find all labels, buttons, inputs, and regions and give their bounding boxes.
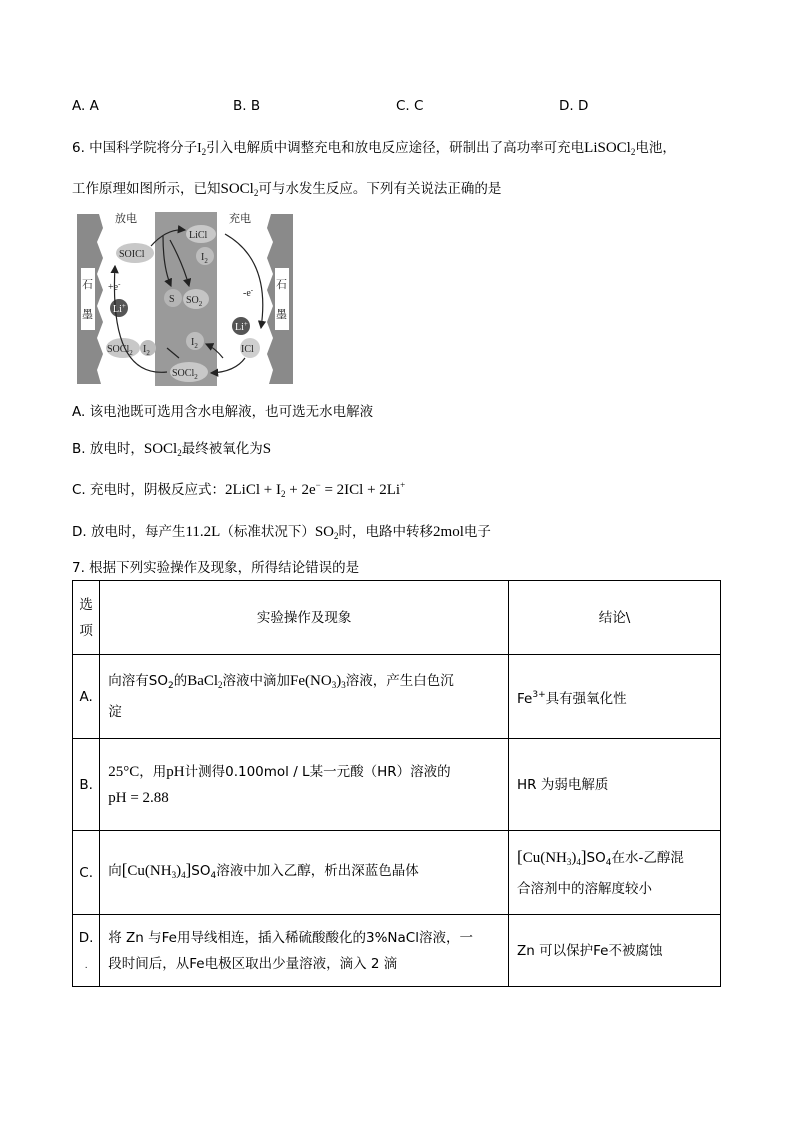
table-row [73,739,721,831]
q6-optd-volume: 11.2L [185,524,221,540]
header-conclusion: 结论\ [509,581,721,655]
row-d-conclusion: Zn 可以保护Fe不被腐蚀 [509,915,721,987]
q6-i2: $I_2$ [197,140,207,157]
label-socl2-left: SOCl$_2$ [107,344,133,357]
q6-lisocl2: LiSOCl$_2$ [584,140,636,157]
q6-stem-text: 6. 中国科学院将分子 [72,140,198,156]
label-graphite-right-2: 墨 [276,309,287,321]
q5-option-a: A. A [72,98,99,114]
row-a-operation: 向溶有$SO_2$的BaCl$_2$溶液中滴加$Fe(NO_3)_3$溶液，产生白色沉 淀 [100,655,509,739]
q6-option-a: A. 该电池既可选用含水电解液，也可选无水电解液 [72,404,374,420]
q6-stem-text-3: 电池， [635,140,676,156]
label-socl2-bottom: SOCl$_2$ [172,368,198,381]
q6-optd-mol: 2mol [433,524,464,540]
row-b-label: B. [73,739,100,831]
label-plus-e: +e- [108,280,121,293]
row-d-label: D. . [73,915,100,987]
row-a-label: A. [73,655,100,739]
q6-optb-socl2: SOCl$_2$ [143,441,182,458]
label-i2-left: $I_2$ [143,344,150,357]
label-so2: $SO_2$ [186,295,203,308]
label-graphite-left-1: 石 [82,279,93,291]
label-li-left: Li+ [113,302,126,315]
q5-option-b: B. B [233,98,261,114]
table-row [73,655,721,739]
battery-diagram [75,208,297,388]
q6-optb-s: S [262,441,272,457]
arrow-charge-arc [225,234,263,328]
label-icl: ICl [241,344,254,355]
q6-option-c: C. 充电时，阴极反应式：2LiCl + $I_2 + 2e^- = 2ICl + 2Li^+$ [72,480,406,499]
label-graphite-left-2: 墨 [82,309,93,321]
label-i2-mid: $I_2$ [191,337,198,350]
table-row [73,915,721,987]
header-option: 选 项 [73,581,100,655]
q6-optc-equation: 2LiCl + $I_2 + 2e^- = 2ICl + 2Li^+$ [225,480,406,499]
q7-table [72,580,721,987]
label-graphite-right-1: 石 [276,279,287,291]
header-operation: 实验操作及现象 [100,581,509,655]
row-c-conclusion: $[Cu(NH_3)_4]SO_4$在水-乙醇混 合溶剂中的溶解度较小 [509,831,721,915]
label-charge: 充电 [229,213,251,225]
label-discharge: 放电 [115,213,137,225]
row-b-conclusion: HR 为弱电解质 [509,739,721,831]
label-soicl: SOICl [119,249,145,260]
row-c-label: C. [73,831,100,915]
table-header-row [73,581,721,655]
q6-socl2: SOCl$_2$ [220,181,259,198]
q5-option-c: C. C [396,98,424,114]
row-b-operation: 25°C，用pH计测得0.100mol / L某一元酸（HR）溶液的 pH = 2.88 [100,739,509,831]
row-c-operation: 向$[Cu(NH_3)_4]SO_4$溶液中加入乙醇，析出深蓝色晶体 [100,831,509,915]
row-d-operation: 将 Zn 与Fe用导线相连，插入稀硫酸酸化的3%NaCl溶液，一 段时间后，从Fe电极区取出少量溶液，滴入 2 滴 [100,915,509,987]
q6-optd-so2: $SO_2$ [314,524,339,541]
label-minus-e: -e- [243,286,254,299]
q6-option-d: D. 放电时，每产生11.2L（标准状况下）$SO_2$时，电路中转移2mol电子 [72,524,491,541]
label-licl: LiCl [189,230,208,241]
table-row [73,831,721,915]
q7-stem: 7. 根据下列实验操作及现象，所得结论错误的是 [72,560,360,576]
label-s: S [169,294,175,305]
q6-stem-line2 [72,177,501,198]
label-i2-top: $I_2$ [201,252,208,265]
row-a-conclusion: $Fe^{3+}$具有强氧化性 [509,655,721,739]
q6-stem-text-2: 引入电解质中调整充电和放电反应途径，研制出了高功率可充电 [206,140,585,156]
q6-stem-line1 [72,136,676,157]
label-li-right: Li+ [235,320,248,333]
q6-stem-text-5: 可与水发生反应。下列有关说法正确的是 [258,181,502,197]
q6-stem-text-4: 工作原理如图所示，已知 [72,181,221,197]
q5-option-d: D. D [559,98,589,114]
q6-option-b: B. 放电时，SOCl$_2$最终被氧化为S [72,441,272,458]
